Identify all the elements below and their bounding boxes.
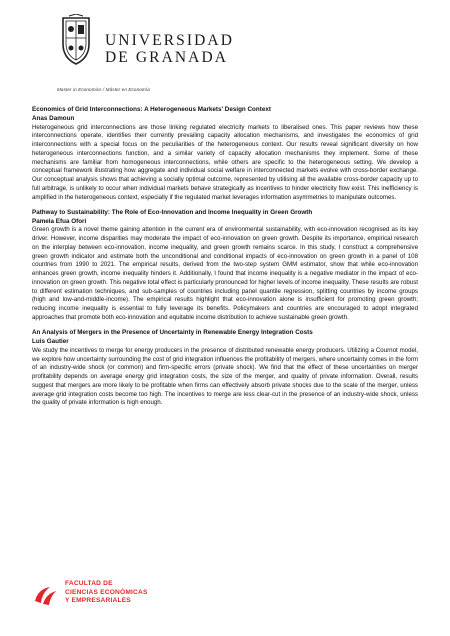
faculty-name-line2: CIENCIAS ECONÓMICAS: [65, 588, 148, 596]
abstract-title: Economics of Grid Interconnections: A Heterogeneous Markets' Design Context: [32, 106, 271, 113]
abstract-body: Heterogeneous grid interconnections are those linking regulated electricity markets to liberalised ones. This paper reviews how these interconnections operate, identifies their currently prevailing capacity allocation mechanisms, and investigates the economics of grid interconnections with a special focus on the peculiarities of the heterogeneous context. Our results reveal significant diversity on how heterogeneous interconnections function, and a similar variety of capacity allocation mechanisms they implement. Some of these mechanisms are familiar from homogeneous interconnections, while others are specific to the heterogeneous setting. We develop a conceptual framework illustrating how aggregate and individual social welfare in interconnected markets evolve with cross-border exchange. Our conceptual analysis shows that achieving a socially optimal outcome, represented by utilising all the available cross-border capacity up to full arbitrage, is unlikely to occur when individual markets behave strategically as incentives to hinder electricity flow exist. This inefficiency is amplified in the heterogeneous context, especially if the regulated market leverages information asymmetries to manipulate outcomes.: [32, 123, 418, 201]
university-logo: [57, 14, 235, 80]
abstract-item: [32, 209, 418, 323]
program-label: Master in Economics / Máster en Economía: [57, 87, 150, 92]
abstracts-list: [32, 106, 418, 415]
faculty-name: [65, 580, 148, 606]
abstract-title: Pathway to Sustainability: The Role of Eco-Innovation and Income Inequality in Green Growth: [32, 208, 313, 216]
abstract-item: [32, 329, 418, 408]
abstract-body: We study the incentives to merge for energy producers in the presence of distributed renewable energy producers. Utilizing a Cournot model, we explore how uncertainty surrounding the cost of grid integration influences the profitability of mergers, where uncertainty comes in the form of an industry-wide shock (or common) and firm-specific errors (private shock). We find that the effect of these uncertainties on merger profitability depends on average energy grid integration costs, the size of the merger, and quality of private information. Overall, results suggest that mergers are more likely to be profitable when firms can effectively absorb private shocks due to the scale of the merger, unless average grid integration costs become too high. The incentives to merge are less clear-cut in the presence of an industry-wide shock, unless the quality of private information is high enough.: [32, 346, 418, 407]
abstract-body: Green growth is a novel theme gaining attention in the current era of environmental sustainability, with eco-innovation recognised as its key driver. However, income disparities may moderate the impact of eco-innovation on green growth. Despite its importance, empirical research on the interplay between eco-innovation, income inequality, and green growth remains scarce. In this study, I construct a comprehensive green growth indicator and estimate both the unconditional and conditional impacts of eco-innovation on green growth in a panel of 108 countries from 1990 to 2021. The empirical results, derived from the two-step system GMM estimator, show that while eco-innovation enhances green growth, income inequality hinders it. Additionally, I found that income inequality is a negative mediator in the impact of eco-innovation on green growth. This negative total effect is particularly pronounced for higher levels of income inequality. These results are robust to different estimation techniques, and sub-samples of countries including panel quantile regression, splitting countries by income groups (high and low-and-middle-income). The empirical results highlight that eco-innovation alone is insufficient for promoting green growth; reducing income inequality is essential to fully leverage its benefits. Policymakers and countries are encouraged to adopt integrated approaches that promote both eco-innovation and equitable income distribution to achieve sustainable green growth.: [32, 226, 418, 321]
abstract-item: [32, 106, 418, 202]
university-name-line2: DE GRANADA: [105, 49, 229, 66]
university-name: [105, 32, 234, 66]
abstract-title: An Analysis of Mergers in the Presence of Uncertainty in Renewable Energy Integration Costs: [32, 329, 313, 337]
university-seal-icon: [57, 14, 95, 68]
faculty-emblem-icon: [32, 581, 59, 608]
faculty-logo: [32, 578, 232, 618]
faculty-name-line1: FACULTAD DE: [65, 580, 113, 587]
abstract-author: Anas Damoun: [32, 114, 75, 122]
abstract-author: Pamela Efua Ofori: [32, 217, 87, 225]
faculty-name-line3: Y EMPRESARIALES: [65, 597, 131, 605]
university-name-line1: UNIVERSIDAD: [105, 32, 235, 49]
abstract-author: Luis Gautier: [32, 337, 69, 345]
